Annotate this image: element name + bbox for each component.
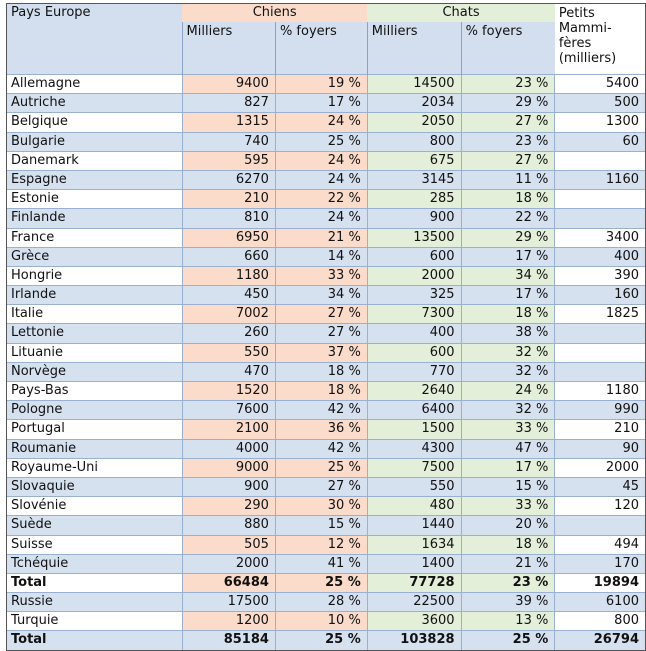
cats-foyers-cell: 18 %: [461, 535, 555, 554]
country-cell: Allemagne: [7, 75, 183, 94]
header-dogs-group: Chiens: [182, 4, 367, 23]
country-cell: Suisse: [7, 535, 183, 554]
small-mammals-cell: 19894: [555, 573, 646, 592]
cats-foyers-cell: 33 %: [461, 497, 555, 516]
small-mammals-cell: 1180: [555, 382, 646, 401]
dogs-foyers-cell: 10 %: [275, 612, 367, 631]
dogs-milliers-cell: 17500: [182, 593, 275, 612]
dogs-milliers-cell: 4000: [182, 439, 275, 458]
cats-milliers-cell: 3600: [367, 612, 461, 631]
pets-by-country-table: [6, 3, 646, 651]
cats-milliers-cell: 480: [367, 497, 461, 516]
cats-foyers-cell: 47 %: [461, 439, 555, 458]
table-row: [7, 612, 646, 631]
table-row: [7, 382, 646, 401]
dogs-foyers-cell: 42 %: [275, 439, 367, 458]
small-mammals-cell: 5400: [555, 75, 646, 94]
table-row: [7, 94, 646, 113]
cats-milliers-cell: 7500: [367, 458, 461, 477]
country-cell: Pologne: [7, 401, 183, 420]
dogs-foyers-cell: 33 %: [275, 266, 367, 285]
table-row: [7, 535, 646, 554]
country-cell: Espagne: [7, 170, 183, 189]
cats-foyers-cell: 24 %: [461, 382, 555, 401]
country-cell: Total: [7, 631, 183, 650]
header-country: Pays Europe: [7, 4, 183, 75]
dogs-milliers-cell: 210: [182, 190, 275, 209]
header-small-mammals-label: Petits Mammi-fères (milliers): [558, 6, 617, 66]
table-row: [7, 170, 646, 189]
dogs-milliers-cell: 470: [182, 362, 275, 381]
dogs-foyers-cell: 17 %: [275, 94, 367, 113]
table-row: [7, 439, 646, 458]
country-cell: Russie: [7, 593, 183, 612]
country-cell: Bulgarie: [7, 132, 183, 151]
small-mammals-cell: 1300: [555, 113, 646, 132]
small-mammals-cell: [555, 516, 646, 535]
country-cell: Suède: [7, 516, 183, 535]
table-row: [7, 573, 646, 592]
cats-milliers-cell: 325: [367, 286, 461, 305]
table-row: [7, 401, 646, 420]
small-mammals-cell: 90: [555, 439, 646, 458]
cats-milliers-cell: 770: [367, 362, 461, 381]
dogs-foyers-cell: 25 %: [275, 132, 367, 151]
dogs-milliers-cell: 6270: [182, 170, 275, 189]
cats-foyers-cell: 32 %: [461, 343, 555, 362]
cats-milliers-cell: 13500: [367, 228, 461, 247]
cats-foyers-cell: 13 %: [461, 612, 555, 631]
dogs-milliers-cell: 880: [182, 516, 275, 535]
dogs-foyers-cell: 37 %: [275, 343, 367, 362]
dogs-milliers-cell: 450: [182, 286, 275, 305]
cats-milliers-cell: 600: [367, 247, 461, 266]
dogs-milliers-cell: 85184: [182, 631, 275, 650]
dogs-milliers-cell: 550: [182, 343, 275, 362]
dogs-foyers-cell: 36 %: [275, 420, 367, 439]
small-mammals-cell: [555, 343, 646, 362]
header-cats-milliers: Milliers: [367, 22, 461, 75]
dogs-foyers-cell: 18 %: [275, 382, 367, 401]
cats-milliers-cell: 6400: [367, 401, 461, 420]
dogs-milliers-cell: 810: [182, 209, 275, 228]
country-cell: Grèce: [7, 247, 183, 266]
table-row: [7, 132, 646, 151]
cats-milliers-cell: 22500: [367, 593, 461, 612]
cats-foyers-cell: 17 %: [461, 286, 555, 305]
cats-foyers-cell: 29 %: [461, 228, 555, 247]
dogs-milliers-cell: 2100: [182, 420, 275, 439]
table-row: [7, 266, 646, 285]
cats-milliers-cell: 1400: [367, 554, 461, 573]
header-cats-foyers: % foyers: [461, 22, 555, 75]
table-row: [7, 631, 646, 650]
dogs-milliers-cell: 660: [182, 247, 275, 266]
cats-milliers-cell: 77728: [367, 573, 461, 592]
small-mammals-cell: 170: [555, 554, 646, 573]
cats-milliers-cell: 3145: [367, 170, 461, 189]
dogs-foyers-cell: 25 %: [275, 631, 367, 650]
cats-milliers-cell: 2034: [367, 94, 461, 113]
small-mammals-cell: 500: [555, 94, 646, 113]
header-dogs-milliers: Milliers: [182, 22, 275, 75]
cats-foyers-cell: 29 %: [461, 94, 555, 113]
dogs-foyers-cell: 15 %: [275, 516, 367, 535]
dogs-foyers-cell: 27 %: [275, 305, 367, 324]
dogs-milliers-cell: 827: [182, 94, 275, 113]
cats-foyers-cell: 21 %: [461, 554, 555, 573]
country-cell: Tchéquie: [7, 554, 183, 573]
cats-foyers-cell: 32 %: [461, 362, 555, 381]
dogs-milliers-cell: 1315: [182, 113, 275, 132]
small-mammals-cell: 800: [555, 612, 646, 631]
table-row: [7, 593, 646, 612]
table-row: [7, 343, 646, 362]
cats-foyers-cell: 39 %: [461, 593, 555, 612]
dogs-foyers-cell: 34 %: [275, 286, 367, 305]
small-mammals-cell: 210: [555, 420, 646, 439]
country-cell: Estonie: [7, 190, 183, 209]
dogs-foyers-cell: 42 %: [275, 401, 367, 420]
table-row: [7, 247, 646, 266]
cats-milliers-cell: 4300: [367, 439, 461, 458]
small-mammals-cell: 1825: [555, 305, 646, 324]
small-mammals-cell: 45: [555, 477, 646, 496]
dogs-milliers-cell: 290: [182, 497, 275, 516]
country-cell: Irlande: [7, 286, 183, 305]
table-row: [7, 324, 646, 343]
small-mammals-cell: 390: [555, 266, 646, 285]
small-mammals-cell: 6100: [555, 593, 646, 612]
cats-foyers-cell: 18 %: [461, 305, 555, 324]
country-cell: Danemark: [7, 151, 183, 170]
dogs-milliers-cell: 9000: [182, 458, 275, 477]
dogs-milliers-cell: 9400: [182, 75, 275, 94]
dogs-foyers-cell: 24 %: [275, 113, 367, 132]
cats-foyers-cell: 32 %: [461, 401, 555, 420]
small-mammals-cell: [555, 362, 646, 381]
cats-foyers-cell: 27 %: [461, 113, 555, 132]
dogs-foyers-cell: 30 %: [275, 497, 367, 516]
cats-foyers-cell: 22 %: [461, 209, 555, 228]
pets-table-container: [6, 3, 646, 651]
cats-milliers-cell: 600: [367, 343, 461, 362]
dogs-foyers-cell: 18 %: [275, 362, 367, 381]
country-cell: Italie: [7, 305, 183, 324]
dogs-milliers-cell: 505: [182, 535, 275, 554]
country-cell: Pays-Bas: [7, 382, 183, 401]
dogs-foyers-cell: 12 %: [275, 535, 367, 554]
country-cell: Slovénie: [7, 497, 183, 516]
country-cell: Slovaquie: [7, 477, 183, 496]
cats-milliers-cell: 1634: [367, 535, 461, 554]
table-row: [7, 151, 646, 170]
dogs-foyers-cell: 27 %: [275, 324, 367, 343]
country-cell: Lettonie: [7, 324, 183, 343]
country-cell: Roumanie: [7, 439, 183, 458]
cats-milliers-cell: 550: [367, 477, 461, 496]
table-row: [7, 209, 646, 228]
cats-milliers-cell: 800: [367, 132, 461, 151]
cats-foyers-cell: 17 %: [461, 247, 555, 266]
header-cats-group: Chats: [367, 4, 555, 23]
cats-milliers-cell: 2000: [367, 266, 461, 285]
dogs-foyers-cell: 24 %: [275, 151, 367, 170]
table-row: [7, 420, 646, 439]
cats-milliers-cell: 103828: [367, 631, 461, 650]
dogs-foyers-cell: 19 %: [275, 75, 367, 94]
cats-foyers-cell: 23 %: [461, 75, 555, 94]
cats-foyers-cell: 38 %: [461, 324, 555, 343]
dogs-milliers-cell: 900: [182, 477, 275, 496]
dogs-foyers-cell: 27 %: [275, 477, 367, 496]
small-mammals-cell: 400: [555, 247, 646, 266]
small-mammals-cell: 60: [555, 132, 646, 151]
country-cell: Total: [7, 573, 183, 592]
table-body: [7, 75, 646, 651]
small-mammals-cell: 1160: [555, 170, 646, 189]
dogs-milliers-cell: 7002: [182, 305, 275, 324]
cats-foyers-cell: 23 %: [461, 132, 555, 151]
cats-milliers-cell: 1500: [367, 420, 461, 439]
small-mammals-cell: 120: [555, 497, 646, 516]
cats-foyers-cell: 17 %: [461, 458, 555, 477]
cats-milliers-cell: 285: [367, 190, 461, 209]
country-cell: Hongrie: [7, 266, 183, 285]
dogs-foyers-cell: 41 %: [275, 554, 367, 573]
table-row: [7, 362, 646, 381]
dogs-foyers-cell: 28 %: [275, 593, 367, 612]
cats-foyers-cell: 15 %: [461, 477, 555, 496]
cats-foyers-cell: 11 %: [461, 170, 555, 189]
small-mammals-cell: 26794: [555, 631, 646, 650]
header-small-mammals: [555, 4, 646, 75]
country-cell: Royaume-Uni: [7, 458, 183, 477]
table-row: [7, 113, 646, 132]
dogs-foyers-cell: 22 %: [275, 190, 367, 209]
table-row: [7, 190, 646, 209]
country-cell: Finlande: [7, 209, 183, 228]
table-row: [7, 497, 646, 516]
small-mammals-cell: 160: [555, 286, 646, 305]
country-cell: Norvège: [7, 362, 183, 381]
header-row-groups: [7, 4, 646, 23]
dogs-milliers-cell: 1520: [182, 382, 275, 401]
dogs-foyers-cell: 25 %: [275, 458, 367, 477]
header-dogs-foyers: % foyers: [275, 22, 367, 75]
cats-foyers-cell: 18 %: [461, 190, 555, 209]
small-mammals-cell: 494: [555, 535, 646, 554]
country-cell: Autriche: [7, 94, 183, 113]
country-cell: Turquie: [7, 612, 183, 631]
dogs-milliers-cell: 740: [182, 132, 275, 151]
dogs-foyers-cell: 21 %: [275, 228, 367, 247]
table-row: [7, 286, 646, 305]
cats-foyers-cell: 25 %: [461, 631, 555, 650]
dogs-foyers-cell: 24 %: [275, 209, 367, 228]
small-mammals-cell: 990: [555, 401, 646, 420]
table-row: [7, 228, 646, 247]
cats-milliers-cell: 1440: [367, 516, 461, 535]
dogs-milliers-cell: 1200: [182, 612, 275, 631]
table-row: [7, 458, 646, 477]
cats-foyers-cell: 33 %: [461, 420, 555, 439]
small-mammals-cell: [555, 190, 646, 209]
dogs-milliers-cell: 1180: [182, 266, 275, 285]
table-row: [7, 477, 646, 496]
small-mammals-cell: 3400: [555, 228, 646, 247]
cats-milliers-cell: 2050: [367, 113, 461, 132]
table-row: [7, 554, 646, 573]
dogs-milliers-cell: 260: [182, 324, 275, 343]
dogs-milliers-cell: 66484: [182, 573, 275, 592]
dogs-milliers-cell: 2000: [182, 554, 275, 573]
dogs-milliers-cell: 7600: [182, 401, 275, 420]
cats-milliers-cell: 7300: [367, 305, 461, 324]
cats-foyers-cell: 34 %: [461, 266, 555, 285]
cats-milliers-cell: 400: [367, 324, 461, 343]
cats-foyers-cell: 20 %: [461, 516, 555, 535]
dogs-milliers-cell: 6950: [182, 228, 275, 247]
small-mammals-cell: [555, 151, 646, 170]
country-cell: Belgique: [7, 113, 183, 132]
small-mammals-cell: [555, 209, 646, 228]
small-mammals-cell: [555, 324, 646, 343]
cats-foyers-cell: 27 %: [461, 151, 555, 170]
country-cell: Portugal: [7, 420, 183, 439]
cats-milliers-cell: 14500: [367, 75, 461, 94]
cats-milliers-cell: 675: [367, 151, 461, 170]
table-row: [7, 305, 646, 324]
dogs-foyers-cell: 24 %: [275, 170, 367, 189]
cats-foyers-cell: 23 %: [461, 573, 555, 592]
dogs-milliers-cell: 595: [182, 151, 275, 170]
dogs-foyers-cell: 14 %: [275, 247, 367, 266]
country-cell: France: [7, 228, 183, 247]
dogs-foyers-cell: 25 %: [275, 573, 367, 592]
cats-milliers-cell: 900: [367, 209, 461, 228]
table-row: [7, 75, 646, 94]
cats-milliers-cell: 2640: [367, 382, 461, 401]
table-row: [7, 516, 646, 535]
country-cell: Lituanie: [7, 343, 183, 362]
small-mammals-cell: 2000: [555, 458, 646, 477]
